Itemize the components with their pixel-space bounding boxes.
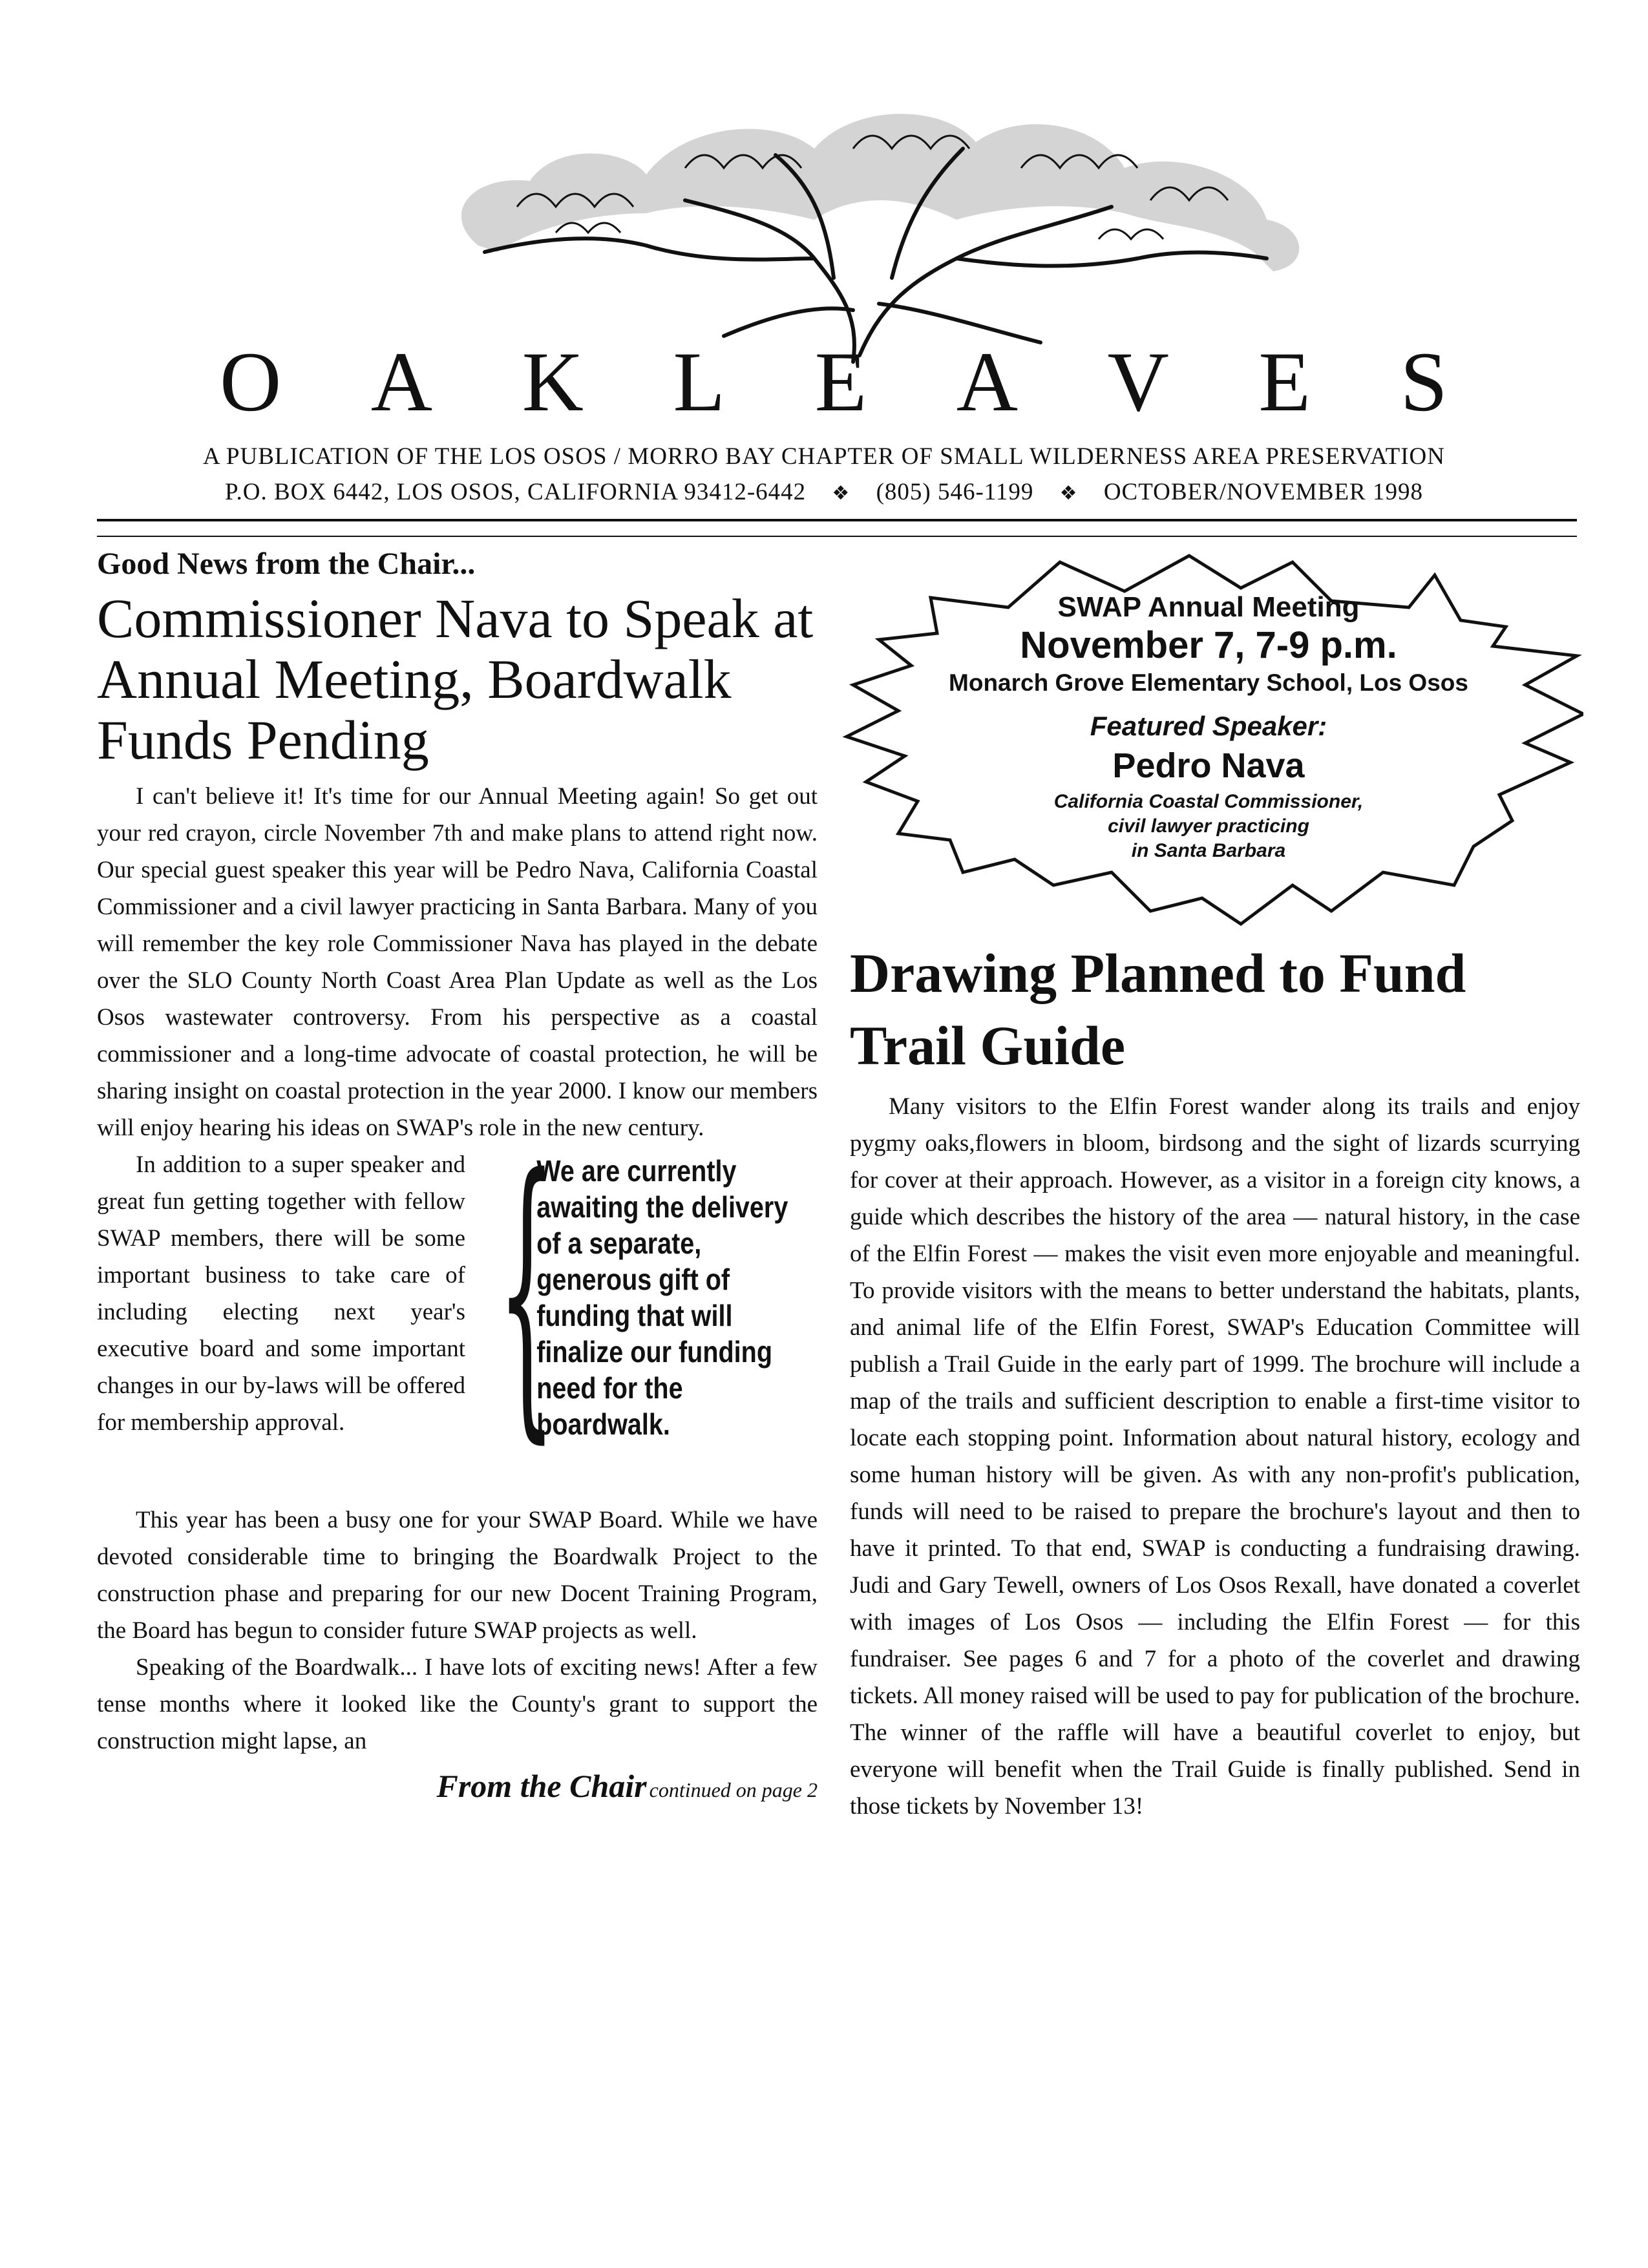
article-headline: Commissioner Nava to Speak at Annual Meeting, Boardwalk Funds Pending xyxy=(97,587,814,771)
article-paragraph: In addition to a super speaker and great fun getting together with fellow SWAP members, there will be some important business to take care of including electing next year's executive board and some important changes in our by-laws will be offered for membership approval. xyxy=(97,1151,465,1436)
title-letter: K xyxy=(522,333,584,429)
mailing-address: P.O. BOX 6442, LOS OSOS, CALIFORNIA 93412-6442 xyxy=(225,479,807,505)
title-letter: O xyxy=(220,333,282,429)
brace-icon: { xyxy=(498,1115,556,1468)
trail-guide-article xyxy=(850,937,1580,1825)
title-letter: V xyxy=(1107,333,1169,429)
article-paragraph: This year has been a busy one for your SWAP Board. While we have devoted considerable time to bringing the Boardwalk Project to the construction phase and preparing for our new Docent Training Program, the Board has begun to consider future SWAP projects as well. xyxy=(97,1507,818,1644)
callout-speaker-bio xyxy=(866,790,1551,863)
article-paragraph: Many visitors to the Elfin Forest wander along its trails and enjoy pygmy oaks,flowers in bloom, birdsong and the sight of lizards scurrying for cover at their approach. However, as a visitor in a foreign city knows, a guide which describes the history of the area — natural history, in the case of the Elfin Forest — makes the visit even more enjoyable and meaningful. To provide visitors with the means to better understand the habitats, plants, and animal life of the Elfin Forest, SWAP's Education Committee will publish a Trail Guide in the early part of 1999. The brochure will include a map of the trails and sufficient description to enable a first-time visitor to locate each stopping point. Information about natural history, ecology and some human history will be given. As with any non-profit's publication, funds will need to be raised to prepare the brochure's layout and then to have it printed. To that end, SWAP is conducting a fundraising drawing. Judi and Gary Tewell, owners of Los Osos Rexall, have donated a coverlet with images of Los Osos — including the Elfin Forest — for this fundraiser. See pages 6 and 7 for a photo of the coverlet and drawing tickets. All money raised will be used to pay for publication of the brochure. The winner of the raffle will have a beautiful coverlet to enjoy, but everyone will benefit when the Trail Guide is finally published. Send in those tickets by November 13! xyxy=(850,1093,1580,1820)
callout-bio-line: in Santa Barbara xyxy=(1131,840,1286,861)
oak-tree-logo xyxy=(323,97,1409,368)
pull-quote-text: We are currently awaiting the delivery of a separate, generous gift of funding that will finalize our funding need for the boardwalk. xyxy=(536,1154,788,1441)
title-letter: L xyxy=(673,333,726,429)
callout-speaker-name: Pedro Nava xyxy=(1112,746,1305,785)
article-paragraph: Speaking of the Boardwalk... I have lots of exciting news! After a few tense months where it looked like the County's grant to support the construction might lapse, an xyxy=(97,1654,818,1754)
separator-icon: ❖ xyxy=(1059,482,1078,505)
wrap-block xyxy=(97,1115,818,1502)
chair-article xyxy=(97,546,818,1805)
article-kicker: Good News from the Chair... xyxy=(97,547,476,581)
article-paragraph: I can't believe it! It's time for our Annual Meeting again! So get out your red crayon, circle November 7th and make plans to attend right now. Our special guest speaker this year will be Pedro Nava, California Coastal Commissioner and a civil lawyer practicing in Santa Barbara. Many of you will remember the key role Commissioner Nava has played in the debate over the SLO County North Coast Area Plan Update as well as the Los Osos wastewater controversy. From his perspective as a coastal commissioner and a long-time advocate of coastal protection, he will be sharing insight on coastal protection in the year 2000. I know our members will enjoy hearing his ideas on SWAP's role in the new century. xyxy=(97,783,818,1141)
title-letter: A xyxy=(956,333,1019,429)
masthead-title xyxy=(220,333,1448,429)
callout-speaker-label: Featured Speaker: xyxy=(1090,711,1327,741)
callout-date: November 7, 7-9 p.m. xyxy=(1020,624,1397,666)
separator-icon: ❖ xyxy=(832,482,850,505)
publication-line: A PUBLICATION OF THE LOS OSOS / MORRO BAY CHAPTER OF SMALL WILDERNESS AREA PRESERVATION xyxy=(203,443,1445,470)
title-letter: S xyxy=(1400,333,1448,429)
article-headline: Drawing Planned to Fund Trail Guide xyxy=(850,942,1466,1076)
callout-event: SWAP Annual Meeting xyxy=(1057,591,1360,623)
title-letter: A xyxy=(370,333,433,429)
issue-date: OCTOBER/NOVEMBER 1998 xyxy=(1103,479,1423,505)
continued-page: continued on page 2 xyxy=(649,1778,818,1801)
title-letter: E xyxy=(814,333,867,429)
phone-number: (805) 546-1199 xyxy=(876,479,1034,505)
continued-notice xyxy=(97,1767,818,1805)
continued-section-name: From the Chair xyxy=(436,1768,647,1804)
masthead-rule xyxy=(97,519,1577,521)
address-line xyxy=(78,478,1570,506)
callout-bio-line: California Coastal Commissioner, xyxy=(1053,791,1364,812)
callout-location: Monarch Grove Elementary School, Los Osos xyxy=(949,669,1468,696)
callout-bio-line: civil lawyer practicing xyxy=(1108,815,1309,837)
meeting-callout xyxy=(866,591,1551,863)
pull-quote xyxy=(498,1115,809,1468)
title-letter: E xyxy=(1258,333,1311,429)
